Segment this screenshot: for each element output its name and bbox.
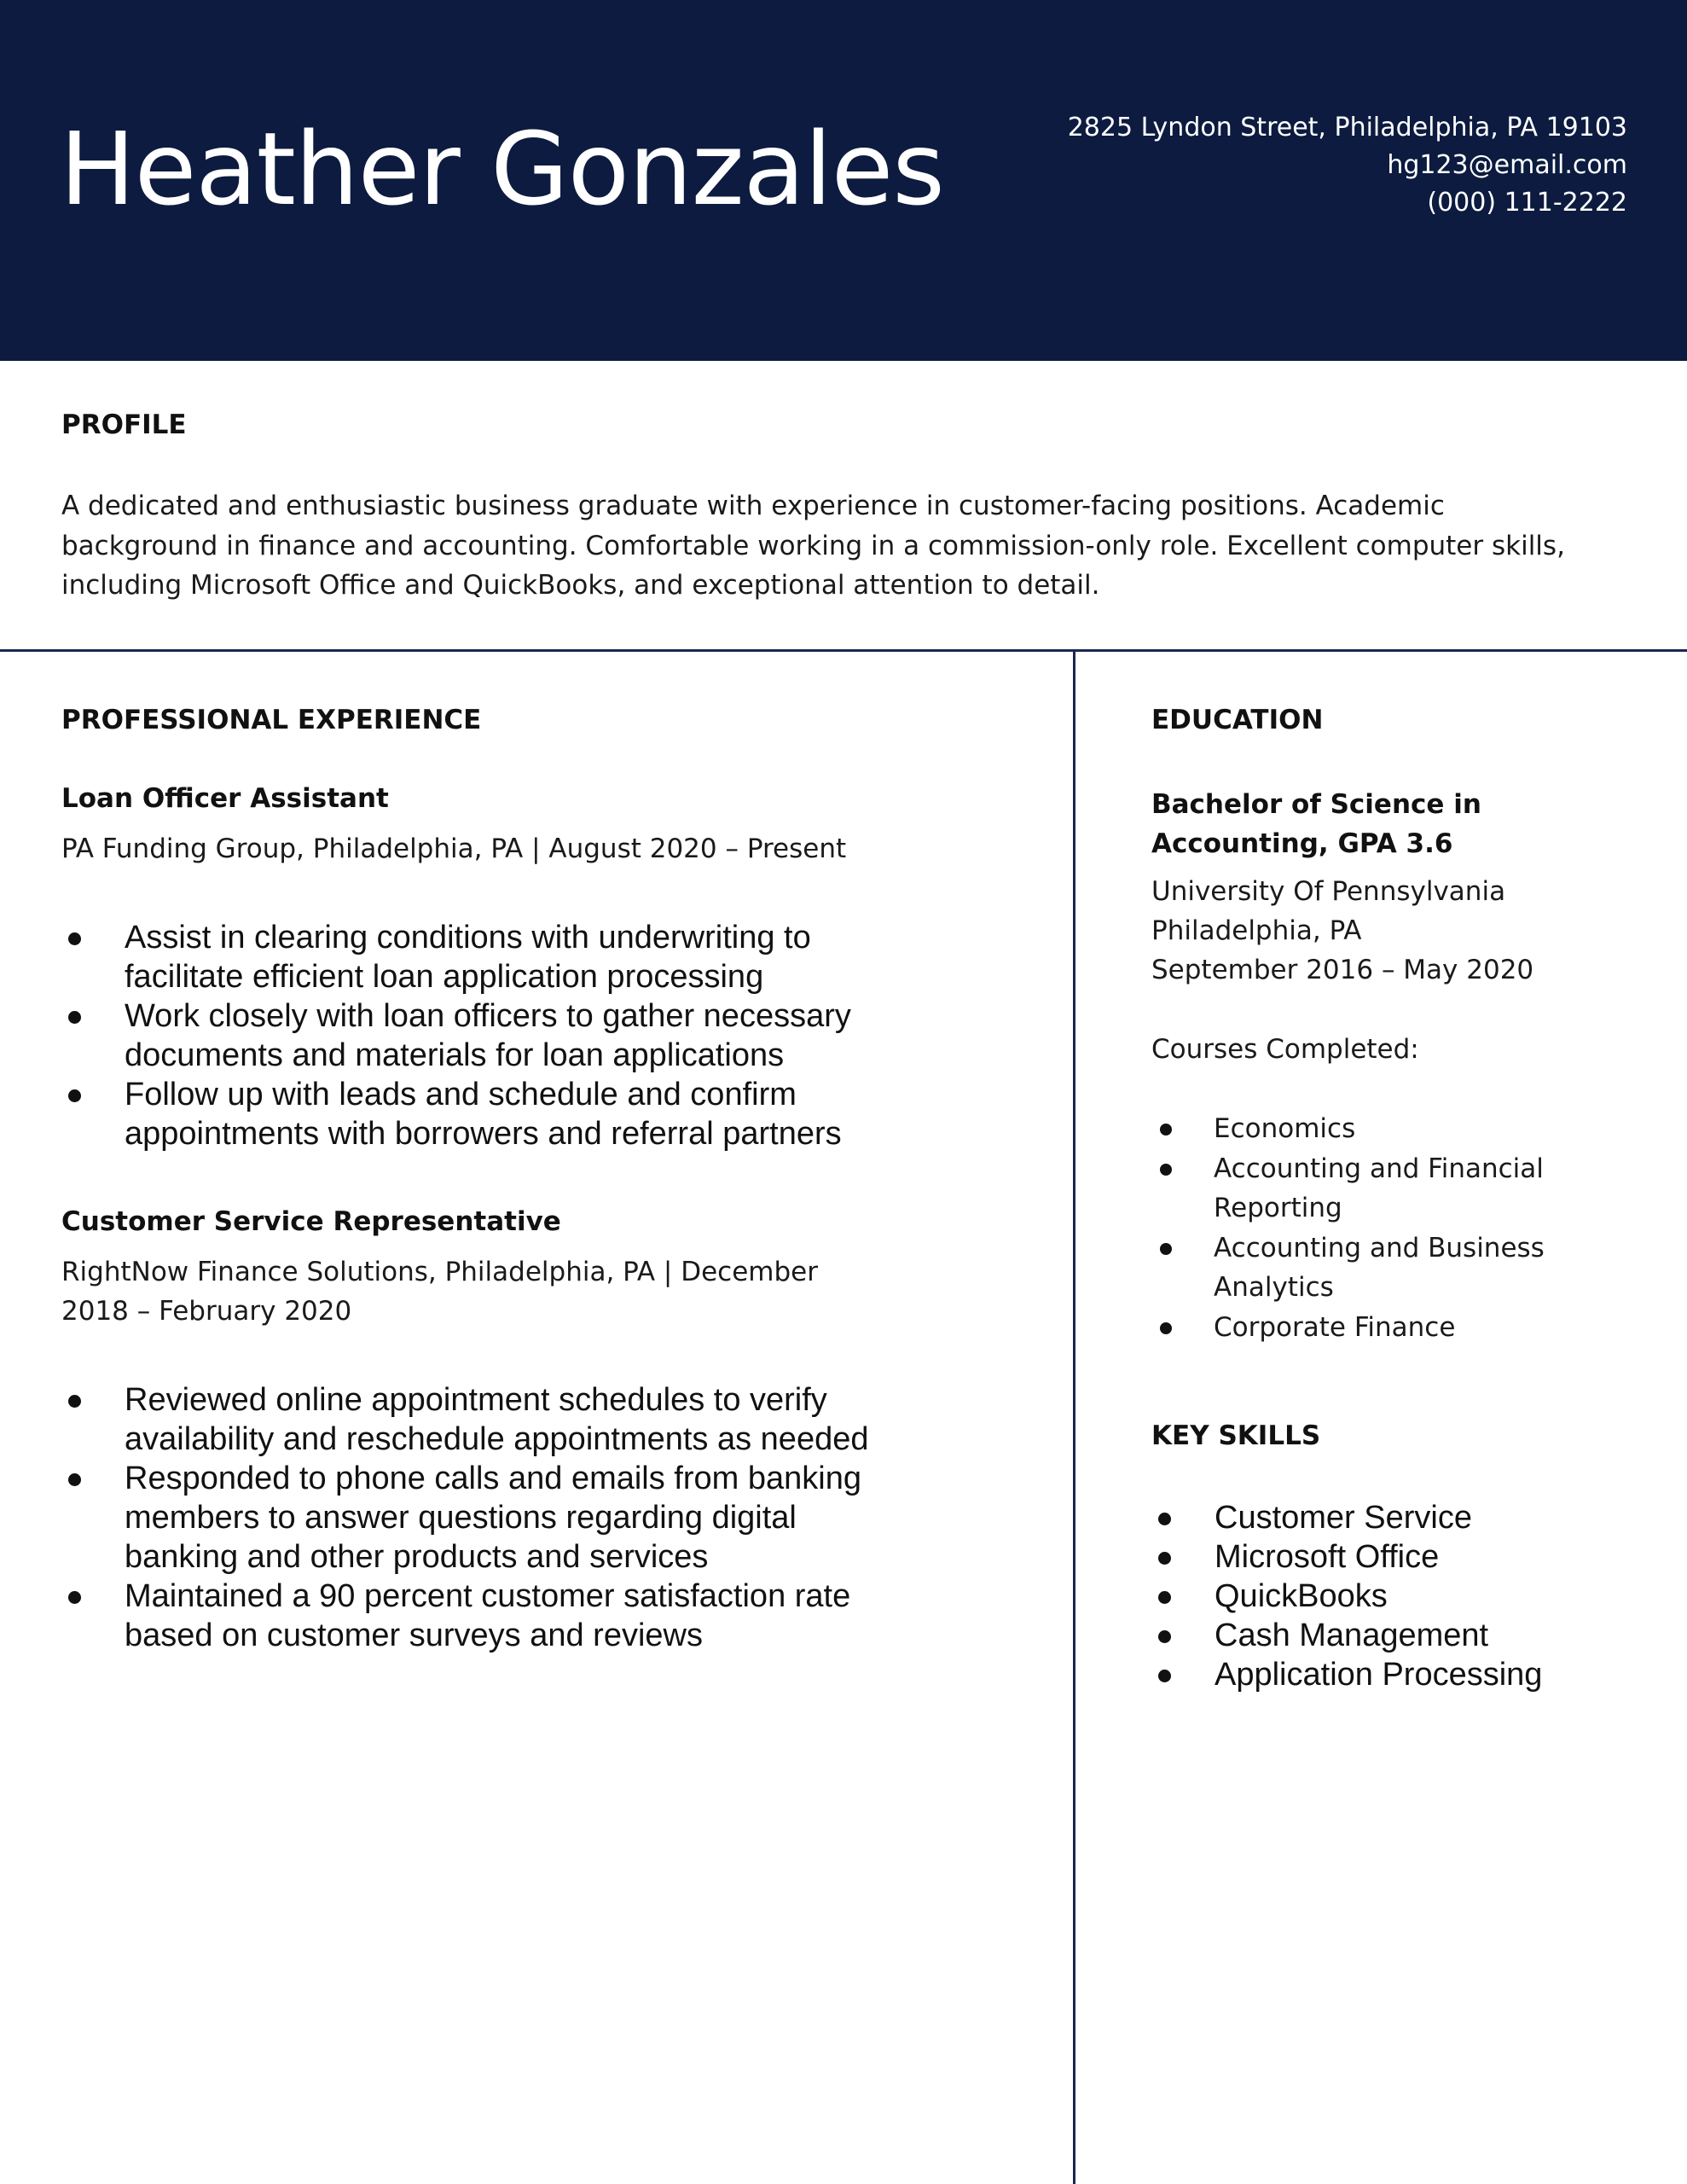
course-line: Accounting and Financial [1214,1153,1544,1184]
bullet-icon [68,932,81,945]
bullet-icon [1160,1322,1172,1334]
job-bullets [61,1380,868,1655]
bullet-line: facilitate efficient loan application processing [125,959,764,995]
job-bullet [61,1577,868,1655]
job-title: Loan Officer Assistant [61,783,389,814]
bullet-icon [68,1473,81,1486]
skills-list [1151,1498,1542,1694]
bullet-icon [1160,1243,1172,1255]
skill-label: QuickBooks [1215,1578,1388,1614]
education-heading: EDUCATION [1151,705,1324,735]
bullet-icon [68,1089,81,1102]
bullet-line: documents and materials for loan applications [125,1037,785,1073]
horizontal-divider [0,649,1687,652]
education-info [1151,872,1533,990]
education-dates: September 2016 – May 2020 [1151,955,1534,985]
contact-phone: (000) 111-2222 [1427,188,1627,218]
contact-info [1068,109,1627,222]
bullet-line: availability and reschedule appointments as needed [125,1421,869,1457]
degree-line: Bachelor of Science in [1151,789,1481,820]
bullet-line: appointments with borrowers and referral partners [125,1116,842,1152]
candidate-name: Heather Gonzales [60,110,944,228]
job-bullets [61,918,851,1153]
skill-label: Application Processing [1215,1657,1543,1693]
bullet-line: Responded to phone calls and emails from banking [125,1461,861,1496]
job-bullet [61,996,851,1075]
course-line: Economics [1214,1113,1356,1144]
resume-header [0,0,1687,361]
bullet-icon [1158,1513,1171,1525]
column-divider [1073,649,1075,2184]
bullet-icon [1158,1591,1171,1604]
job-title: Customer Service Representative [61,1206,561,1237]
bullet-line: Follow up with leads and schedule and confirm [125,1077,797,1112]
course-line: Corporate Finance [1214,1311,1456,1343]
school-name: University Of Pennsylvania [1151,876,1506,907]
bullet-icon [68,1395,81,1408]
job-meta-line: 2018 – February 2020 [61,1296,352,1327]
course-item [1151,1228,1545,1308]
bullet-icon [1160,1124,1172,1136]
bullet-icon [1158,1552,1171,1565]
course-line: Accounting and Business [1214,1232,1545,1263]
courses-list [1151,1109,1545,1347]
job-meta [61,1252,818,1331]
course-item [1151,1149,1545,1228]
degree-title [1151,785,1481,863]
skill-item [1151,1577,1542,1616]
skills-heading: KEY SKILLS [1151,1420,1321,1451]
experience-heading: PROFESSIONAL EXPERIENCE [61,705,482,735]
bullet-line: Work closely with loan officers to gather necessary [125,998,851,1034]
contact-address: 2825 Lyndon Street, Philadelphia, PA 19103 [1067,113,1627,142]
job-bullet [61,1459,868,1577]
profile-heading: PROFILE [61,410,187,440]
job-meta [61,829,846,868]
bullet-line: based on customer surveys and reviews [125,1618,703,1653]
bullet-line: Maintained a 90 percent customer satisfaction rate [125,1578,851,1614]
bullet-line: banking and other products and services [125,1539,709,1575]
bullet-icon [68,1591,81,1604]
course-line: Analytics [1214,1272,1334,1303]
bullet-icon [1160,1164,1172,1176]
courses-label: Courses Completed: [1151,1034,1419,1065]
skill-item [1151,1616,1542,1655]
job-meta-line: PA Funding Group, Philadelphia, PA | August 2020 – Present [61,834,847,864]
skill-item [1151,1655,1542,1694]
skill-item [1151,1498,1542,1537]
contact-email: hg123@email.com [1387,150,1627,180]
skill-label: Microsoft Office [1215,1539,1440,1575]
job-meta-line: RightNow Finance Solutions, Philadelphia, PA | December [61,1257,818,1287]
course-line: Reporting [1214,1193,1342,1223]
bullet-icon [1158,1630,1171,1643]
skill-label: Customer Service [1215,1500,1472,1536]
job-bullet [61,918,851,996]
course-item [1151,1109,1545,1149]
bullet-line: members to answer questions regarding digital [125,1500,797,1536]
profile-line: including Microsoft Office and QuickBooks, and exceptional attention to detail. [61,570,1100,601]
profile-summary [61,486,1631,606]
degree-line: Accounting, GPA 3.6 [1151,828,1453,859]
bullet-icon [68,1011,81,1024]
profile-line: background in finance and accounting. Comfortable working in a commission-only role. Excellent computer skills, [61,530,1565,561]
bullet-icon [1158,1670,1171,1682]
course-item [1151,1308,1545,1348]
profile-line: A dedicated and enthusiastic business graduate with experience in customer-facing positions. Academic [61,491,1445,521]
job-bullet [61,1075,851,1153]
school-location: Philadelphia, PA [1151,915,1362,946]
bullet-line: Assist in clearing conditions with underwriting to [125,920,811,956]
skill-label: Cash Management [1215,1618,1489,1653]
skill-item [1151,1537,1542,1577]
job-bullet [61,1380,868,1459]
bullet-line: Reviewed online appointment schedules to verify [125,1382,827,1418]
